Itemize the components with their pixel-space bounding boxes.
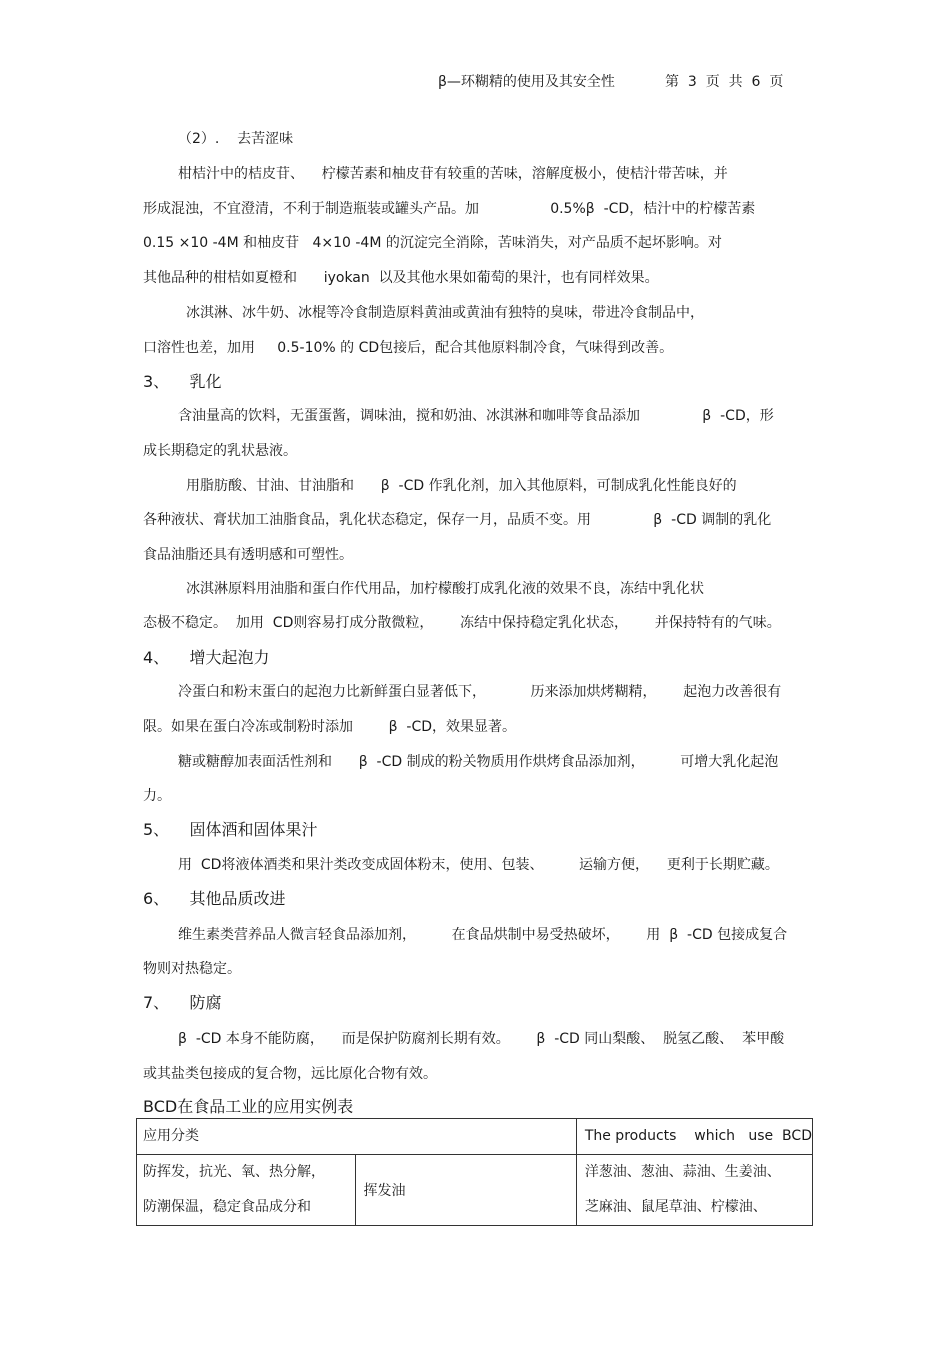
body-text-line: 各种液状、膏状加工油脂食品，乳化状态稳定，保存一月，品质不变。用 β -CD 调制的乳化 <box>143 512 772 528</box>
body-text-line: 限。如果在蛋白冷冻或制粉时添加 β -CD，效果显著。 <box>143 719 517 735</box>
header-page-number: 第 3 页 共 6 页 <box>665 74 784 90</box>
body-text-line: 用脂肪酸、甘油、甘油脂和 β -CD 作乳化剂，加入其他原料，可制成乳化性能良好的 <box>186 478 737 494</box>
body-text-line: 糖或糖醇加表面活性剂和 β -CD 制成的粉关物质用作烘烤食品添加剂， 可增大乳化起泡 <box>178 754 779 770</box>
header-title: β—环糊精的使用及其安全性 <box>438 74 615 90</box>
section-heading: 7、 防腐 <box>143 993 222 1012</box>
table-header-row <box>137 1119 813 1155</box>
section-heading: 6、 其他品质改进 <box>143 889 286 908</box>
body-text-line: 物则对热稳定。 <box>143 961 241 977</box>
body-text-line: 成长期稳定的乳状悬液。 <box>143 443 297 459</box>
table-cell <box>137 1155 356 1226</box>
body-text-line: 口溶性也差，加用 0.5-10% 的 CD包接后，配合其他原料制冷食，气味得到改善。 <box>143 340 674 356</box>
body-text-line: 冰淇淋、冰牛奶、冰棍等冷食制造原料黄油或黄油有独特的臭味，带进冷食制品中， <box>186 305 704 321</box>
body-text-line: （2）. 去苦涩味 <box>178 131 294 147</box>
body-text-line: 冷蛋白和粉末蛋白的起泡力比新鲜蛋白显著低下， 历来添加烘烤糊精， 起泡力改善很有 <box>178 684 782 700</box>
header-products: The products which use BCD <box>584 1128 812 1144</box>
body-text-line: 0.15 ×10 -4M 和柚皮苷 4×10 -4M 的沉淀完全消除，苦味消失，对产品质不起坏影响。对 <box>143 235 722 251</box>
application-table <box>136 1118 813 1226</box>
table-cell <box>355 1155 576 1226</box>
table-title: BCD在食品工业的应用实例表 <box>143 1097 354 1116</box>
body-text-line: β -CD 本身不能防腐， 而是保护防腐剂长期有效。 β -CD 同山梨酸、 脱氢乙酸、 苯甲酸 <box>178 1031 785 1047</box>
body-text-line: 形成混浊，不宜澄清，不利于制造瓶装或罐头产品。加 0.5%β -CD，桔汁中的柠檬苦素 <box>143 201 756 217</box>
body-text-line: 柑桔汁中的桔皮苷、 柠檬苦素和柚皮苷有较重的苦味，溶解度极小，使桔汁带苦味，并 <box>178 166 728 182</box>
body-text-line: 含油量高的饮料，无蛋蛋酱，调味油，搅和奶油、冰淇淋和咖啡等食品添加 β -CD，形 <box>178 408 774 424</box>
body-text-line: 用 CD将液体酒类和果汁类改变成固体粉末，使用、包装、 运输方便， 更利于长期贮藏。 <box>178 857 779 873</box>
table-cell <box>576 1155 812 1226</box>
body-text-line: 其他品种的柑桔如夏橙和 iyokan 以及其他水果如葡萄的果汁，也有同样效果。 <box>143 270 659 286</box>
body-text-line: 态极不稳定。 加用 CD则容易打成分散微粒， 冻结中保持稳定乳化状态， 并保持特有的气味。 <box>143 615 781 631</box>
cell-text: 芝麻油、鼠尾草油、柠檬油、 <box>584 1199 767 1215</box>
cell-text: 防潮保温，稳定食品成分和 <box>143 1199 311 1215</box>
section-heading: 3、 乳化 <box>143 372 222 391</box>
body-text-line: 维生素类营养品人微言轻食品添加剂， 在食品烘制中易受热破坏， 用 β -CD 包接成复合 <box>178 927 788 943</box>
section-heading: 5、 固体酒和固体果汁 <box>143 820 318 839</box>
table-row <box>137 1155 813 1226</box>
cell-text: 防挥发，抗光、氧、热分解， <box>143 1164 325 1180</box>
cell-text: 洋葱油、葱油、蒜油、生姜油、 <box>584 1164 781 1180</box>
body-text-line: 食品油脂还具有透明感和可塑性。 <box>143 547 353 563</box>
body-text-line: 冰淇淋原料用油脂和蛋白作代用品，加柠檬酸打成乳化液的效果不良，冻结中乳化状 <box>186 581 704 597</box>
body-text-line: 或其盐类包接成的复合物，远比原化合物有效。 <box>143 1066 437 1082</box>
table-header-cell <box>137 1119 577 1155</box>
table-header-cell <box>576 1119 812 1155</box>
section-heading: 4、 增大起泡力 <box>143 648 270 667</box>
body-text-line: 力。 <box>143 788 171 804</box>
cell-text: 挥发油 <box>363 1183 406 1199</box>
header-category: 应用分类 <box>143 1128 199 1144</box>
